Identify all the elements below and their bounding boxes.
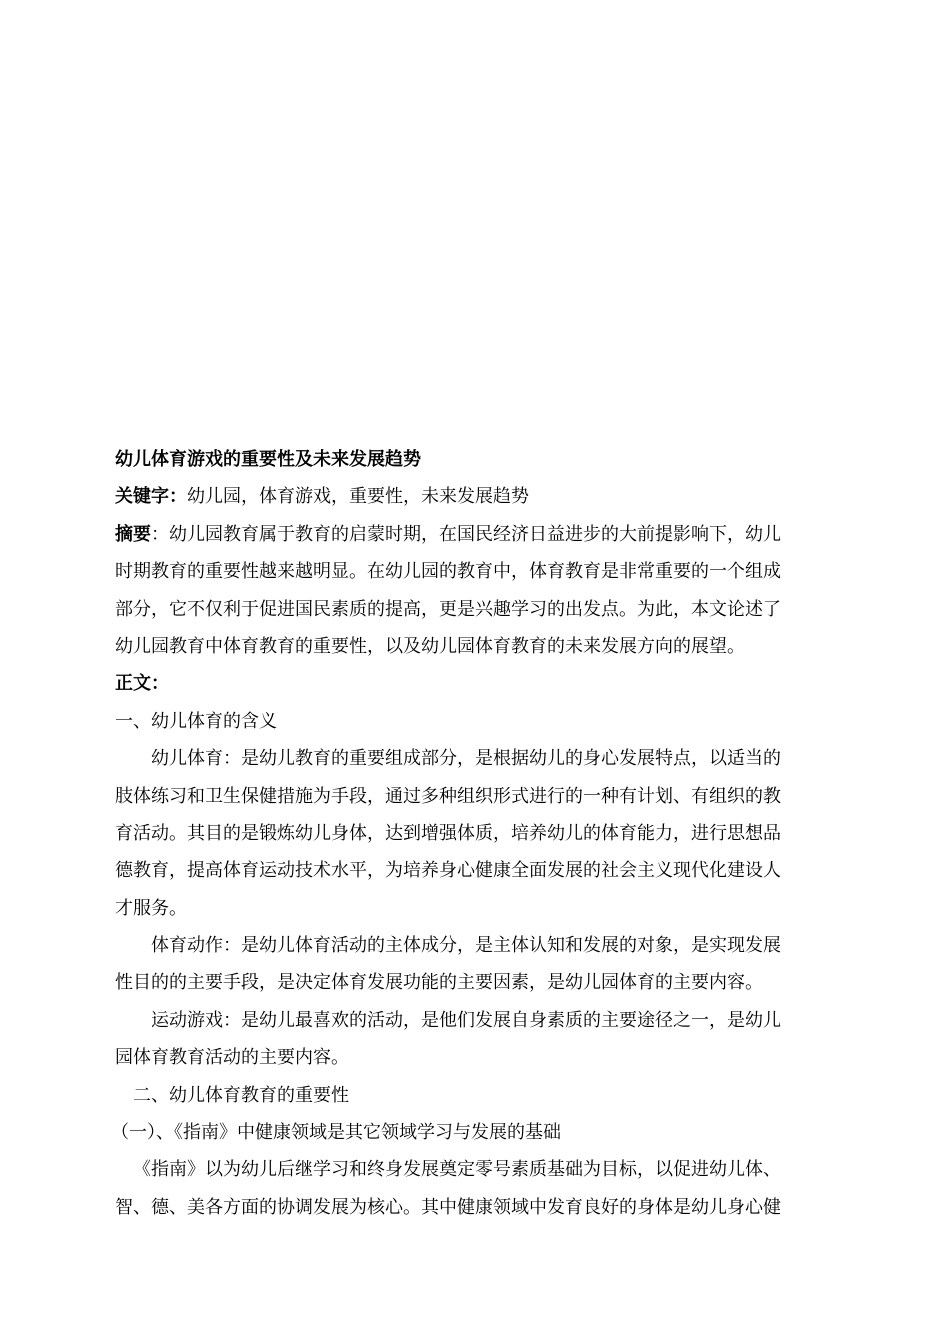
paragraph-line: 智、德、美各方面的协调发展为核心。其中健康领域中发育良好的身体是幼儿身心健 xyxy=(115,1196,781,1218)
paragraph-line: 才服务。 xyxy=(115,897,187,919)
abstract-line: 部分，它不仅利于促进国民素质的提高，更是兴趣学习的出发点。为此，本文论述了 xyxy=(115,598,781,620)
paragraph-line: 《指南》以为幼儿后继学习和终身发展奠定零号素质基础为目标，以促进幼儿体、 xyxy=(133,1159,781,1181)
paragraph-line: 运动游戏：是幼儿最喜欢的活动，是他们发展自身素质的主要途径之一，是幼儿 xyxy=(151,1009,781,1031)
paragraph-line: 园体育教育活动的主要内容。 xyxy=(115,1047,349,1069)
paragraph-line: 性目的的主要手段，是决定体育发展功能的主要因素，是幼儿园体育的主要内容。 xyxy=(115,972,763,994)
paragraph-line: 育活动。其目的是锻炼幼儿身体，达到增强体质，培养幼儿的体育能力，进行思想品 xyxy=(115,822,781,844)
abstract-line: 时期教育的重要性越来越明显。在幼儿园的教育中，体育教育是非常重要的一个组成 xyxy=(115,561,781,583)
paragraph-line: 幼儿体育：是幼儿教育的重要组成部分，是根据幼儿的身心发展特点，以适当的 xyxy=(151,748,781,770)
keywords-label: 关键字： xyxy=(115,486,187,508)
abstract-line xyxy=(115,516,840,553)
paragraph-line: 德教育，提高体育运动技术水平，为培养身心健康全面发展的社会主义现代化建设人 xyxy=(115,860,781,882)
abstract-text: ：幼儿园教育属于教育的启蒙时期，在国民经济日益进步的大前提影响下，幼儿 xyxy=(151,523,781,545)
abstract-line: 幼儿园教育中体育教育的重要性，以及幼儿园体育教育的未来发展方向的展望。 xyxy=(115,635,745,657)
abstract-label: 摘要 xyxy=(115,523,151,545)
paragraph-line: 体育动作：是幼儿体育活动的主体成分，是主体认知和发展的对象，是实现发展 xyxy=(151,935,781,957)
document-title: 幼儿体育游戏的重要性及未来发展趋势 xyxy=(115,449,421,470)
body-label: 正文： xyxy=(115,673,169,695)
keywords-line xyxy=(115,478,840,515)
document-body xyxy=(111,441,840,1226)
section-heading: 一、幼儿体育的含义 xyxy=(115,710,277,732)
paragraph-line: 肢体练习和卫生保健措施为手段，通过多种组织形式进行的一种有计划、有组织的教 xyxy=(115,785,781,807)
keywords-text: 幼儿园，体育游戏，重要性，未来发展趋势 xyxy=(187,486,529,508)
section-heading: 二、幼儿体育教育的重要性 xyxy=(133,1084,349,1106)
subsection-heading: （一）、《指南》中健康领域是其它领域学习与发展的基础 xyxy=(111,1122,561,1144)
